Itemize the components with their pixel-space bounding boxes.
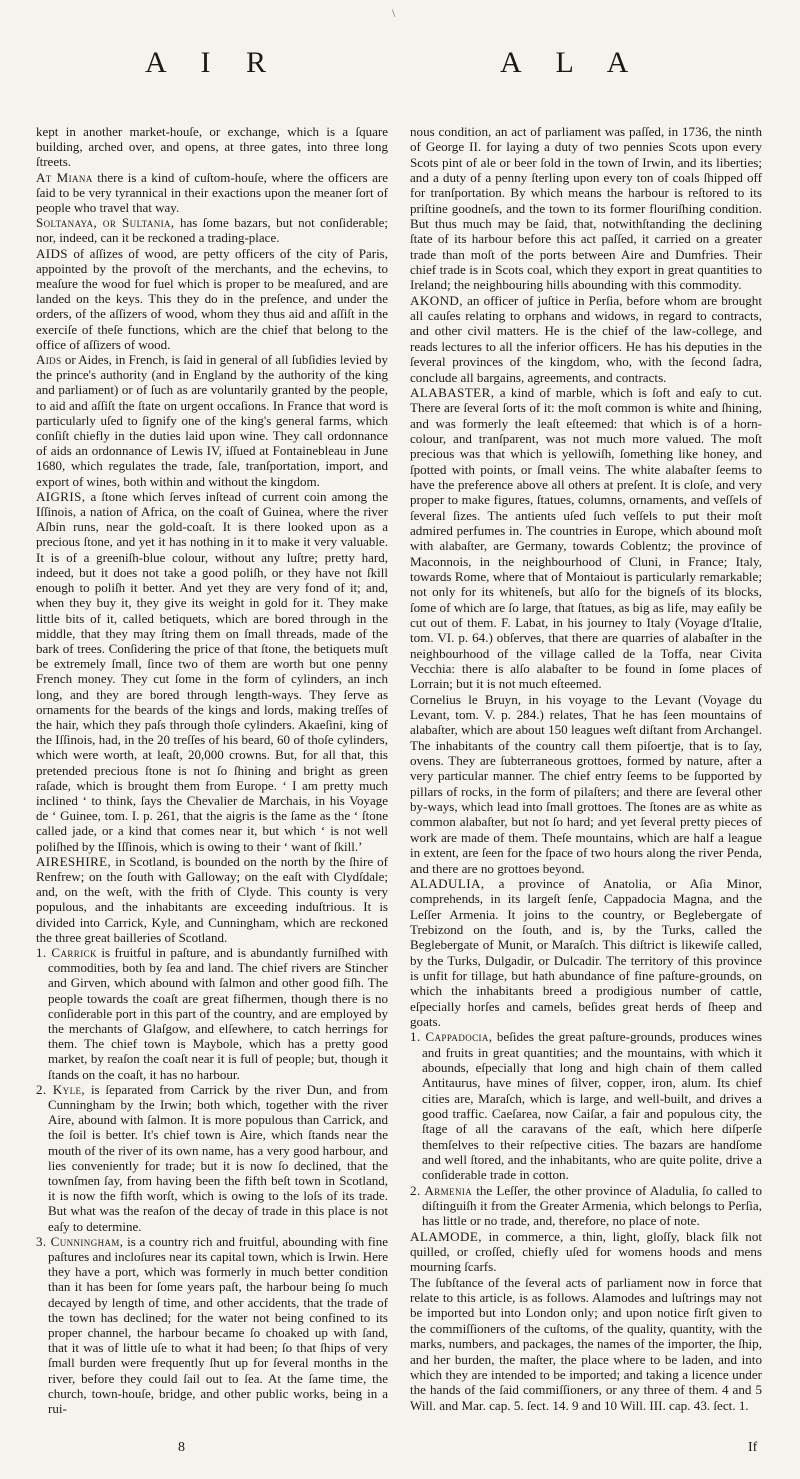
- dictionary-entry: [36, 489, 388, 854]
- dictionary-entry: [36, 1082, 388, 1234]
- entry-text: an officer of juſtice in Perſia, before whom are brought all cauſes relating to orphans and widows, in regard to contracts, and other civil matters. He is the chief of the law-college, and reads lectures to all the inferior officers. He has his deputies in the ſeveral provinces of the kingdom, who, with the ſecond ſadra, conclude all bargains, agreements, and contracts.: [410, 292, 762, 385]
- entry-text: the Leſſer, the other province of Aladulia, ſo called to diſtinguiſh it from the Greater Armenia, which belongs to Perſia, has little or no trade, and, therefore, no place of note.: [422, 1182, 762, 1229]
- dictionary-entry: [410, 1229, 762, 1275]
- entry-text: in Scotland, is bounded on the north by the ſhire of Renfrew; on the ſouth with Galloway; on the eaſt with Clydſdale; and, on the weſt, with the frith of Clyde. This county is very populous, and the inhabitants are exceeding induſtrious. It is divided into Carrick, Kyle, and Cunningham, which are reckoned the three great bailleries of Scotland.: [36, 853, 388, 945]
- dictionary-entry: [36, 124, 388, 170]
- entry-text: a kind of marble, which is ſoft and eaſy to cut. There are ſeveral ſorts of it: the moſt common is white and ſhining, and was formerly the leaſt eſteemed: that which is of a horn-colour, and tranſparent, was not much more valued. The moſt precious was that which is yellowiſh, ſomething like honey, and ſpotted with points, or ſmall veins. The white alabaſter ſeems to have the preference above all others at preſent. It is cloſe, and very proper to make figures, ſtatues, columns, ornaments, and veſſels of ſeveral ſizes. The antients uſed ſuch veſſels to put their moſt admired perfumes in. The countries in Europe, which abound moſt with alabaſter, are Germany, towards Coblentz; the province of Maconnois, in the neighbourhood of Cluni, in France; Italy, towards Rome, where that of Montaiout is particularly remarkable; not only for its whiteneſs, but alſo for the bigneſs of its blocks, ſome of which are ſo large, that ſtatues, as big as life, may eaſily be cut out of them. F. Labat, in his journey to Italy (Voyage d'Italie, tom. VI. p. 64.) obſerves, that there are quarries of alabaſter in the neighbourhood of the village called de la Toffa, near Civita Vecchia: there is alſo alabaſter to be found in ſome places of Lorrain; but it is not much eſteemed.: [410, 384, 762, 692]
- dictionary-entry: [410, 1275, 762, 1413]
- entry-headword: AIDS: [36, 245, 68, 261]
- entry-text: Cornelius le Bruyn, in his voyage to the Levant (Voyage du Levant, tom. V. p. 284.) relates, That he has ſeen mountains of alabaſter, which are about 150 leagues weſt diſtant from Archangel. The inhabitants of the country call them piſoertje, that is to ſay, ovens. They are ſubterraneous grottoes, formed by nature, after a very particular manner. The chief entry ſeems to be ſupported by pillars of rocks, in the form of pilaſters; and there are ſeveral other by-ways, which lead into ſmall grottoes. The ſtones are as white as common alabaſter, but not ſo hard; and yet ſeveral pretty pieces of work are made of them. Theſe mountains, which are half a league in extent, are ſeen for the ſpace of two hours along the river Penda, and there are no grottoes beyond.: [410, 691, 762, 876]
- dictionary-entry: [410, 692, 762, 876]
- dictionary-entry: [36, 246, 388, 352]
- dictionary-entry: [36, 945, 388, 1082]
- entry-headword: AIRESHIRE,: [36, 853, 112, 869]
- dictionary-entry: [410, 293, 762, 385]
- entry-headword: 2. Armenia: [410, 1182, 473, 1198]
- entry-headword: 3. Cunningham,: [36, 1233, 124, 1249]
- right-column: [410, 124, 762, 1413]
- dictionary-entry: [36, 352, 388, 489]
- entry-text: is ſeparated from Carrick by the river Dun, and from Cunningham by the Irwin; both which, together with the river Aire, abound with ſalmon. It is more populous than Carrick, and the ſoil is better. It's chief town is Aire, which ſtands near the mouth of the river of its own name, has a very good harbour, and lies conveniently for trade; but it is now ſo declined, that the townſmen ſay, from having been the fifth beſt town in Scotland, it is now the fifth worſt, which is owing to the loſs of its trade. But what was the reaſon of the decay of trade in this place is not eaſy to determine.: [48, 1081, 388, 1234]
- dictionary-entry: [410, 876, 762, 1029]
- entry-text: The ſubſtance of the ſeveral acts of parliament now in force that relate to this article, is as follows. Alamodes and luſtrings may not be imported but into London only; and upon notice firſt given to the commiſſioners of the cuſtoms, of the quality, quantity, with the marks, numbers, and packages, the names of the importer, the ſhip, and her burden, the maſter, the place where to be laden, and into which they are intended to be imported; and taking a licence under the hands of the ſaid commiſſioners, or any three of them. 4 and 5 Will. and Mar. cap. 5. ſect. 14. 9 and 10 Will. III. cap. 43. ſect. 1.: [410, 1274, 762, 1413]
- running-head-right: A L A: [500, 46, 643, 79]
- entry-text: nous condition, an act of parliament was paſſed, in 1736, the ninth of George II. for laying a duty of two pennies Scots upon every Scots pint of ale or beer ſold in the town of Irwin, and its liberties; and a duty of a penny ſterling upon every ton of coals ſhipped off for tranſportation. By which means the harbour is reſtored to its priſtine goodneſs, and the town to its former flouriſhing condition. But thus much may be ſaid, that, notwithſtanding the declining ſtate of its harbour before this act paſſed, it carried on a greater trade than moſt of the ports between Aire and Dumfries. Their chief trade is in Scots coal, which they export in great quantities to Ireland; the neighbouring hills abounding with this commodity.: [410, 124, 762, 293]
- entry-text: has ſome bazars, but not conſiderable; nor, indeed, can it be reckoned a trading-place.: [36, 215, 388, 246]
- dictionary-entry: [410, 1029, 762, 1182]
- entry-headword: 1. Carrick: [36, 944, 97, 960]
- entry-headword: Soltanaya, or Sultania,: [36, 215, 175, 231]
- entry-headword: Aids: [36, 352, 62, 368]
- entry-text: kept in another market-houſe, or exchange, which is a ſquare building, arched over, and opens, at three gates, into three long ſtreets.: [36, 124, 388, 170]
- entry-headword: AIGRIS,: [36, 488, 86, 504]
- entry-headword: 2. Kyle,: [36, 1081, 86, 1097]
- entry-text: is fruitful in paſture, and is abundantly furniſhed with commodities, both by ſea and land. The chief rivers are Stincher and Girven, which abound with ſalmon and other good fiſh. The people towards the coaſt are great fiſhermen, though there is no conſiderable port in this part of the country, and are employed by the merchants of Glaſgow, and elſewhere, to catch herrings for them. The chief town is Maybole, which has a pretty good market, by reaſon the coaſt near it is full of people; but, though it ſtands on the coaſt, it has no harbour.: [48, 944, 388, 1082]
- entry-headword: AKOND,: [410, 292, 463, 308]
- entry-headword: ALABASTER,: [410, 384, 495, 400]
- dictionary-entry: [410, 1183, 762, 1229]
- left-column: [36, 124, 388, 1416]
- dictionary-entry: [36, 1234, 388, 1416]
- running-head-left: A I R: [145, 46, 281, 79]
- entry-text: beſides the great paſture-grounds, produces wines and fruits in great quantities; and the mountains, with which it abounds, eſpecially that long and high chain of them called Antitaurus, have mines of ſilver, copper, iron, alum. Its chief cities are, Maraſch, which is large, and well-built, and drives a good traffic. Caeſarea, now Caiſar, a fair and populous city, the ſtage of all the caravans of the eaſt, which here diſperſe themſelves to their reſpective cities. The bazars are handſome and well ſtored, and the inhabitants, who are quite polite, drive a conſiderable trade in cotton.: [422, 1029, 763, 1183]
- dictionary-entry: [410, 385, 762, 692]
- entry-text: a ſtone which ſerves inſtead of current coin among the Iſſinois, a nation of Africa, on the coaſt of Guinea, where the river Aſbin runs, near the gold-coaſt. It is there looked upon as a precious ſtone, and yet it has nothing in it to make it very valuable. It is of a greeniſh-blue colour, without any luſtre; pretty hard, indeed, but it does not take a good poliſh, or they have not ſkill enough to poliſh it better. And yet they are very fond of it; and, when they buy it, they give its weight in gold for it. They make little bits of it, called betiquets, which are bored through in the middle, that they may ſtring them on ſmall threads, made of the bark of trees. Conſidering the price of that ſtone, the betiquets muſt be extremely ſmall, ſince two of them are worth but one penny French money. They cut ſome in the form of cylinders, an inch long, and they are bored through length-ways. They ſerve as ornaments for the beards of the kings and lords, making treſſes of the hair, which they paſs through thoſe cylinders. Akaeſini, king of the Iſſinois, had, in the 20 treſſes of his beard, 60 of thoſe cylinders, which were worth, at leaſt, 20,000 crowns. But, for all that, this pretended precious ſtone is not ſo ſhining and bright as green raſade, which is brought them from Europe. ‘ I am pretty much inclined ‘ to think, ſays the Chevalier de Marchais, in his Voyage de ‘ Guinee, tom. I. p. 261, that the aigris is the ſame as the ‘ ſtone called jade, or a kind that comes near it, but which ‘ is not well poliſhed by the Iſſinois, which is owing to their ‘ want of ſkill.’: [36, 488, 388, 854]
- page-number: 8: [178, 1440, 185, 1455]
- entry-text: there is a kind of cuſtom-houſe, where the officers are ſaid to be very tyrannical in their exactions upon the meaner ſort of people who travel that way.: [36, 169, 389, 216]
- catchword: If: [748, 1440, 758, 1455]
- entry-text: a province of Anatolia, or Aſia Minor, comprehends, in its largeſt ſenſe, Cappadocia Magna, and the Leſſer Armenia. It joins to the country, or Beglebergate of Trebizond on the ſouth, and is, by the Turks, called the Beglebergate of Munit, or Maraſch. This diſtrict is likewiſe called, by the Turks, Dulgadir, or Dulcadir. The territory of this province is unfit for tillage, but hath abundance of fine paſture-grounds, on which the inhabitants breed a prodigious number of cattle, eſpecially horſes and camels, beſides great herds of ſheep and goats.: [410, 875, 762, 1029]
- entry-headword: ALAMODE,: [410, 1228, 482, 1244]
- dictionary-entry: [36, 854, 388, 945]
- dictionary-entry: [410, 124, 762, 293]
- dictionary-entry: [36, 170, 388, 216]
- entry-headword: 1. Cappadocia,: [410, 1029, 493, 1045]
- entry-text: or Aides, in French, is ſaid in general of all ſubſidies levied by the prince's authority (and in England by the authority of the king and parliament) or of ſuch as are voluntarily granted by the people, to aid and aſſiſt the ſtate on urgent occaſions. In France that word is particularly uſed to ſignify one of the king's general farms, which conſiſt chiefly in the duties laid upon wine. They call ordonnance of aids an ordonnance of Lewis IV, iſſued at Fontainebleau in June 1680, which regulates the trade, ſale, tranſportation, import, and export of wines, both within and without the kingdom.: [36, 352, 388, 489]
- entry-headword: ALADULIA,: [410, 875, 485, 891]
- entry-text: is a country rich and fruitful, abounding with fine paſtures and incloſures near its capital town, which is Irwin. Here they have a port, which was formerly in much better condition than it has been for ſome years paſt, the harbour being ſo much decayed by length of time, and other accidents, that the trade of the town has declined; for the water not being confined to its proper channel, the harbour became ſo choaked up with ſand, that it was of little uſe to what it had been; ſo that ſhips of very ſmall burden were frequently ſhut up for ſeveral months in the river, before they could ſail out to ſea. At the ſame time, the church, town-houſe, bridge, and other public works, being in a rui-: [48, 1233, 388, 1417]
- entry-text: of aſſizes of wood, are petty officers of the city of Paris, appointed by the provoſt of the merchants, and the echevins, to meaſure the wood for fuel which is proper to be meaſured, and are landed on the keys. This they do in the preſence, and under the orders, of the aſſizers of wood, whom they thus aid and aſſiſt in the exerciſe of theſe functions, which are the chief that belong to the office of aſſizers of wood.: [36, 245, 388, 352]
- entry-headword: At Miana: [36, 169, 93, 185]
- top-mark: \: [392, 6, 396, 20]
- entry-text: in commerce, a thin, light, gloſſy, black ſilk not quilled, or croſſed, chiefly uſed for womens hoods and mens mourning ſcarfs.: [410, 1228, 762, 1275]
- dictionary-entry: [36, 215, 388, 245]
